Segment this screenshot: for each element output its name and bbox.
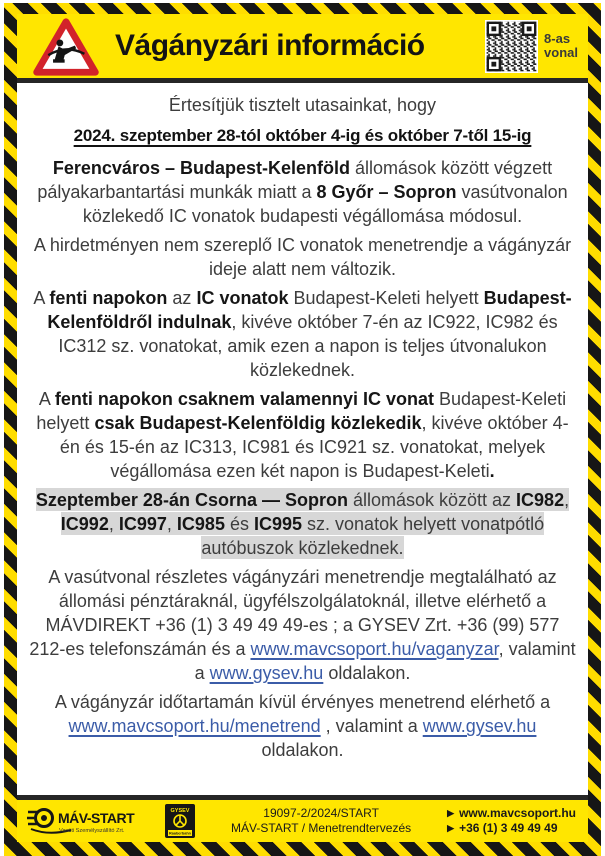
- page-title: Vágányzári információ: [115, 29, 425, 62]
- bold-text: IC997: [118, 514, 167, 534]
- link[interactable]: www.mavcsoport.hu/menetrend: [68, 716, 321, 736]
- text: ,: [166, 514, 177, 534]
- bold-text: 8 Győr – Sopron: [316, 182, 457, 202]
- arrow-bullet-icon: ▶: [447, 808, 455, 818]
- footer-website-row: [447, 806, 576, 821]
- intro-text: Értesítjük tisztelt utasainkat, hogy: [168, 95, 437, 115]
- qr-block: [485, 20, 578, 73]
- text: és: [224, 514, 254, 534]
- footer-phone: +36 (1) 3 49 49 49: [459, 821, 558, 835]
- bold-text: .: [489, 461, 495, 481]
- text: , kivéve október 7-én az IC922, IC982 és IC312 sz. vonatokat, amik ezen a napon is teljes útvonalukon közlekednek.: [58, 312, 558, 380]
- gysev-logo: [165, 804, 195, 838]
- poster-inner: [17, 14, 588, 842]
- document-department: MÁV-START / Menetrendtervezés: [231, 821, 412, 835]
- bold-text: IC995: [253, 514, 303, 534]
- roadworks-warning-icon: [31, 17, 101, 77]
- text: A: [33, 288, 50, 308]
- text: sz. vonatok helyett vonatpótló autóbuszok közlekednek.: [201, 514, 545, 558]
- footer-logos: [27, 804, 195, 838]
- text: , valamint a: [320, 716, 423, 736]
- paragraph-bus-replacement-highlighted: [29, 488, 576, 560]
- text: A: [38, 389, 55, 409]
- link[interactable]: www.gysev.hu: [422, 716, 537, 736]
- mav-start-logo: [27, 805, 155, 837]
- link[interactable]: www.mavcsoport.hu/vaganyzar: [250, 639, 499, 659]
- document-number: 19097-2/2024/START: [263, 806, 379, 820]
- qr-label-line2: vonal: [544, 45, 578, 60]
- paragraph-departures: [29, 286, 576, 382]
- text: Budapest-Keleti helyett: [288, 288, 484, 308]
- document-reference: [231, 806, 411, 836]
- text: oldalakon.: [261, 740, 344, 760]
- date-heading: 2024. szeptember 28-tól október 4-ig és október 7-től 15-ig: [73, 126, 532, 145]
- paragraph-regular-timetable: [29, 690, 576, 762]
- text: A vágányzár időtartamán kívül érvényes menetrend elérhető a: [54, 692, 551, 712]
- bold-text: Szeptember 28-án Csorna — Sopron: [35, 490, 348, 510]
- footer-website[interactable]: www.mavcsoport.hu: [459, 806, 576, 820]
- mav-start-logo-subtext: Vasúti Személyszállító Zrt.: [59, 828, 125, 834]
- text: A vasútvonal részletes vágányzári menetrendje megtalálható az állomási pénztáraknál, ügyfélszolgálatoknál, illetve elérhető a MÁVDIREKT +36 (1) 3 49 49 49-es ; a GYSEV Zrt. +36 (99) 577 212-es telefonszámán és a: [29, 567, 560, 659]
- bold-text: IC985: [176, 514, 225, 534]
- text: , valamint a: [194, 639, 576, 683]
- bold-text: Ferencváros – Budapest-Kelenföld: [52, 158, 350, 178]
- qr-code: [485, 20, 538, 73]
- qr-label: [544, 32, 578, 60]
- bold-text: fenti napokon: [49, 288, 168, 308]
- text: ,: [564, 490, 570, 510]
- gysev-logo-subtext: Raaberbahn: [169, 831, 191, 836]
- text: állomások között az: [347, 490, 517, 510]
- bold-text: IC vonatok: [196, 288, 289, 308]
- footer-contact: [447, 806, 576, 836]
- text: állomások között végzett pályakarbantartási munkák miatt a: [37, 158, 553, 202]
- hazard-stripe-border: [4, 3, 601, 856]
- text: az: [167, 288, 197, 308]
- text: oldalakon.: [323, 663, 411, 683]
- mav-start-logo-text: MÁV-START: [58, 810, 135, 826]
- text: , kivéve október 4-én és 15-én az IC313, IC981 és IC921 sz. vonatokat, melyek végállomása ezen két napon is Budapest-Keleti: [59, 413, 569, 481]
- paragraph-info-sources: [29, 565, 576, 685]
- notice-body: [17, 83, 588, 795]
- bold-text: IC992: [60, 514, 109, 534]
- footer-phone-row: [447, 821, 576, 836]
- paragraph-unchanged-trains: [29, 233, 576, 281]
- paragraph-route-change: [29, 156, 576, 228]
- header: [17, 14, 588, 78]
- qr-label-line1: 8-as: [544, 31, 571, 46]
- footer: [17, 800, 588, 842]
- text: Budapest-Keleti helyett: [36, 389, 567, 433]
- bold-text: Budapest-Kelenföldről indulnak: [47, 288, 572, 332]
- text: ,: [108, 514, 119, 534]
- text: A hirdetményen nem szereplő IC vonatok menetrendje a vágányzár ideje alatt nem változik.: [33, 235, 572, 279]
- paragraph-terminus: [29, 387, 576, 483]
- text: vasútvonalon közlekedő IC vonatok budapesti végállomása módosul.: [82, 182, 568, 226]
- bold-text: csak Budapest-Kelenföldig közlekedik: [94, 413, 422, 433]
- arrow-bullet-icon: ▶: [447, 823, 455, 833]
- gysev-logo-text: GYSEV: [170, 808, 190, 814]
- bold-text: fenti napokon csaknem valamennyi IC vonat: [54, 389, 435, 409]
- link[interactable]: www.gysev.hu: [209, 663, 324, 683]
- bold-text: IC982: [516, 490, 565, 510]
